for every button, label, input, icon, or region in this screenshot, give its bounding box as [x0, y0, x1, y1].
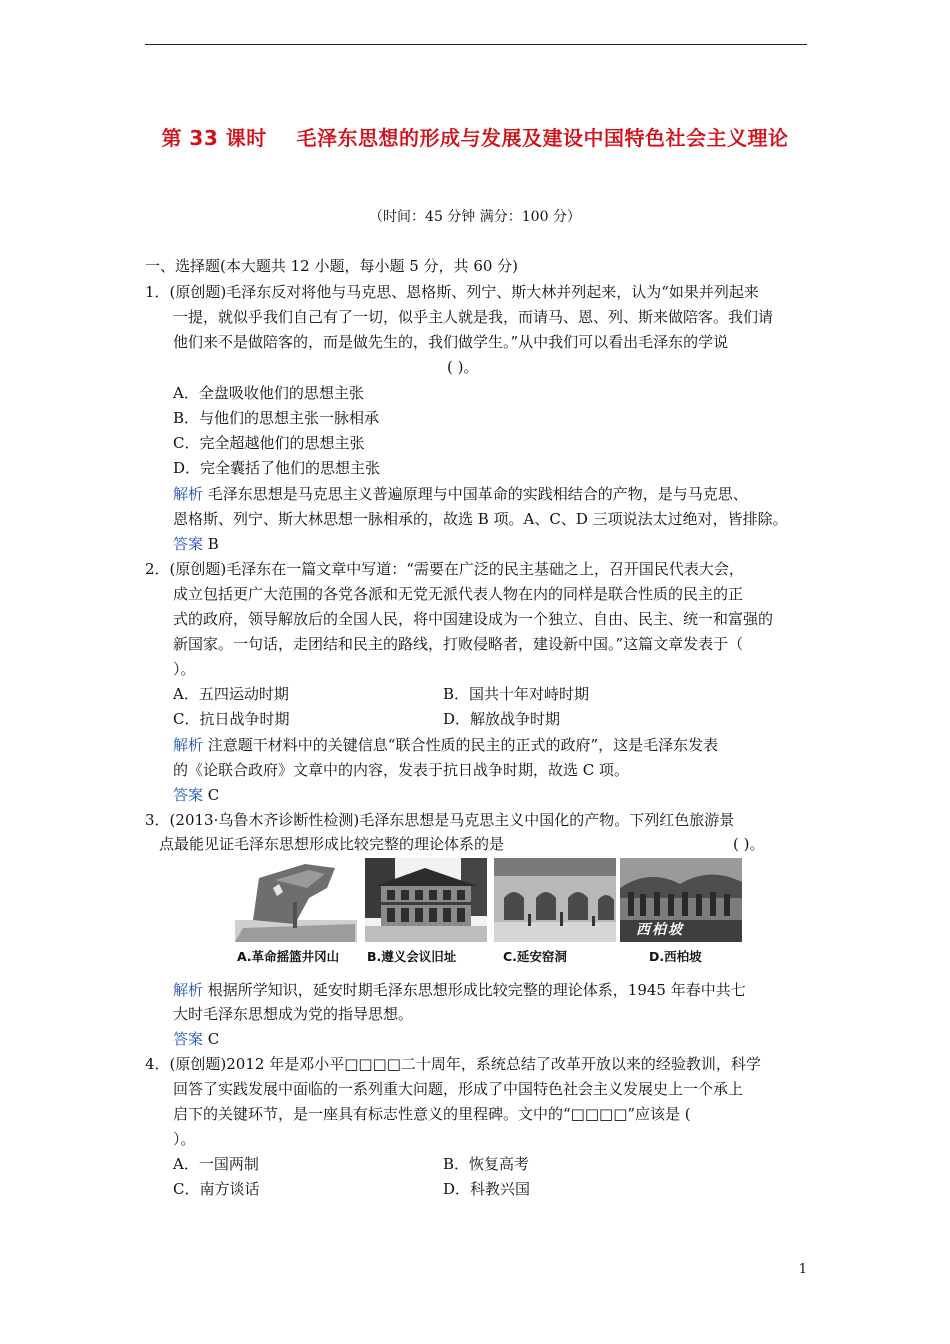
- q4-option-b: B．恢复高考: [443, 1155, 530, 1173]
- q3-answer-label: 答案: [173, 1030, 204, 1048]
- q1-line-3: 他们来不是做陪客的，而是做先生的，我们做学生。”从中我们可以看出毛泽东的学说: [173, 333, 729, 351]
- q2-option-a: A．五四运动时期: [173, 685, 289, 703]
- header-rule: [145, 44, 807, 45]
- q2-line-2: 成立包括更广大范围的各党各派和无党无派代表人物在内的同样是联合性质的民主的正: [173, 585, 744, 603]
- q1-line-1: 1．(原创题)毛泽东反对将他与马克思、恩格斯、列宁、斯大林并列起来，认为“如果并列起来: [145, 283, 759, 301]
- q4-line-4: ）。: [173, 1130, 196, 1148]
- q2-line-5: ）。: [173, 660, 196, 678]
- figure-xibaipo-photo: [620, 858, 742, 942]
- q2-analysis-2: 的《论联合政府》文章中的内容，发表于抗日战争时期，故选 C 项。: [173, 761, 630, 779]
- figure-zunyi-photo: [365, 858, 487, 942]
- q2-analysis-label: 解析: [173, 736, 204, 754]
- q2-option-c: C．抗日战争时期: [173, 710, 290, 728]
- q3-figures: [235, 858, 745, 968]
- figure-caption-c: C.延安窑洞: [503, 949, 567, 964]
- q3-answer-value: C: [203, 1030, 220, 1048]
- figure-caption-b: B.遵义会议旧址: [367, 949, 457, 964]
- q4-line-1: 4．(原创题)2012 年是邓小平□□□□二十周年，系统总结了改革开放以来的经验教训，科学: [145, 1055, 761, 1073]
- q2-answer: [173, 785, 219, 805]
- q3-line-1: 3．(2013·乌鲁木齐诊断性检测)毛泽东思想是马克思主义中国化的产物。下列红色旅游景: [145, 811, 735, 829]
- section-heading: 一、选择题(本大题共 12 小题，每小题 5 分，共 60 分): [145, 257, 519, 275]
- xibaipo-sign: 西柏坡: [636, 922, 684, 938]
- q4-option-c: C．南方谈话: [173, 1180, 260, 1198]
- q4-option-a: A．一国两制: [173, 1155, 259, 1173]
- q1-answer: [173, 534, 219, 554]
- q2-analysis-1: [173, 735, 718, 755]
- page-title: 第 33 课时 毛泽东思想的形成与发展及建设中国特色社会主义理论: [161, 126, 789, 150]
- q3-analysis-1: [173, 980, 746, 1000]
- exam-meta: （时间：45 分钟 满分：100 分）: [369, 209, 581, 225]
- figure-jinggangshan-photo: [235, 858, 357, 942]
- q1-analysis-label: 解析: [173, 485, 204, 503]
- q3-analysis-2: 大时毛泽东思想成为党的指导思想。: [173, 1005, 414, 1023]
- q1-line-2: 一提，就似乎我们自己有了一切，似乎主人就是我，而请马、恩、列、斯来做陪客。我们请: [173, 308, 774, 326]
- q1-answer-label: 答案: [173, 535, 204, 553]
- q1-option-c: C．完全超越他们的思想主张: [173, 434, 365, 452]
- q1-option-a: A．全盘吸收他们的思想主张: [173, 384, 364, 402]
- q4-line-2: 回答了实践发展中面临的一系列重大问题，形成了中国特色社会主义发展史上一个承上: [173, 1080, 744, 1098]
- q1-line-4: ( )。: [447, 358, 479, 376]
- q2-line-4: 新国家。一句话，走团结和民主的路线，打败侵略者，建设新中国。”这篇文章发表于（: [173, 635, 744, 653]
- q3-line-2: 点最能见证毛泽东思想形成比较完整的理论体系的是: [159, 835, 505, 853]
- figure-caption-d: D.西柏坡: [649, 949, 702, 964]
- q2-answer-value: C: [203, 786, 220, 804]
- q3-analysis-text-1: 根据所学知识，延安时期毛泽东思想形成比较完整的理论体系，1945 年春中共七: [203, 981, 746, 999]
- q4-line-3: 启下的关键环节，是一座具有标志性意义的里程碑。文中的“□□□□”应该是 (: [173, 1105, 691, 1123]
- q2-option-d: D．解放战争时期: [443, 710, 561, 728]
- page-number: 1: [798, 1262, 807, 1277]
- figure-caption-a: A.革命摇篮井冈山: [237, 949, 340, 964]
- q1-analysis-text-1: 毛泽东思想是马克思主义普遍原理与中国革命的实践相结合的产物，是与马克思、: [203, 485, 748, 503]
- figure-yanan-photo: [494, 858, 616, 942]
- q4-option-d: D．科教兴国: [443, 1180, 531, 1198]
- q1-option-b: B．与他们的思想主张一脉相承: [173, 409, 380, 427]
- q3-analysis-label: 解析: [173, 981, 204, 999]
- q1-analysis-2: 恩格斯、列宁、斯大林思想一脉相承的，故选 B 项。A、C、D 三项说法太过绝对，皆排除。: [173, 510, 788, 528]
- q3-line-2-bracket: ( )。: [733, 835, 765, 853]
- q1-answer-value: B: [203, 535, 219, 553]
- q1-option-d: D．完全囊括了他们的思想主张: [173, 459, 381, 477]
- q2-answer-label: 答案: [173, 786, 204, 804]
- q2-line-3: 式的政府，领导解放后的全国人民，将中国建设成为一个独立、自由、民主、统一和富强的: [173, 610, 774, 628]
- q2-option-b: B．国共十年对峙时期: [443, 685, 590, 703]
- q3-answer: [173, 1029, 219, 1049]
- q2-analysis-text-1: 注意题干材料中的关键信息“联合性质的民主的正式的政府”，这是毛泽东发表: [203, 736, 719, 754]
- q1-analysis-1: [173, 484, 748, 504]
- q2-line-1: 2．(原创题)毛泽东在一篇文章中写道：“需要在广泛的民主基础之上，召开国民代表大会，: [145, 560, 744, 578]
